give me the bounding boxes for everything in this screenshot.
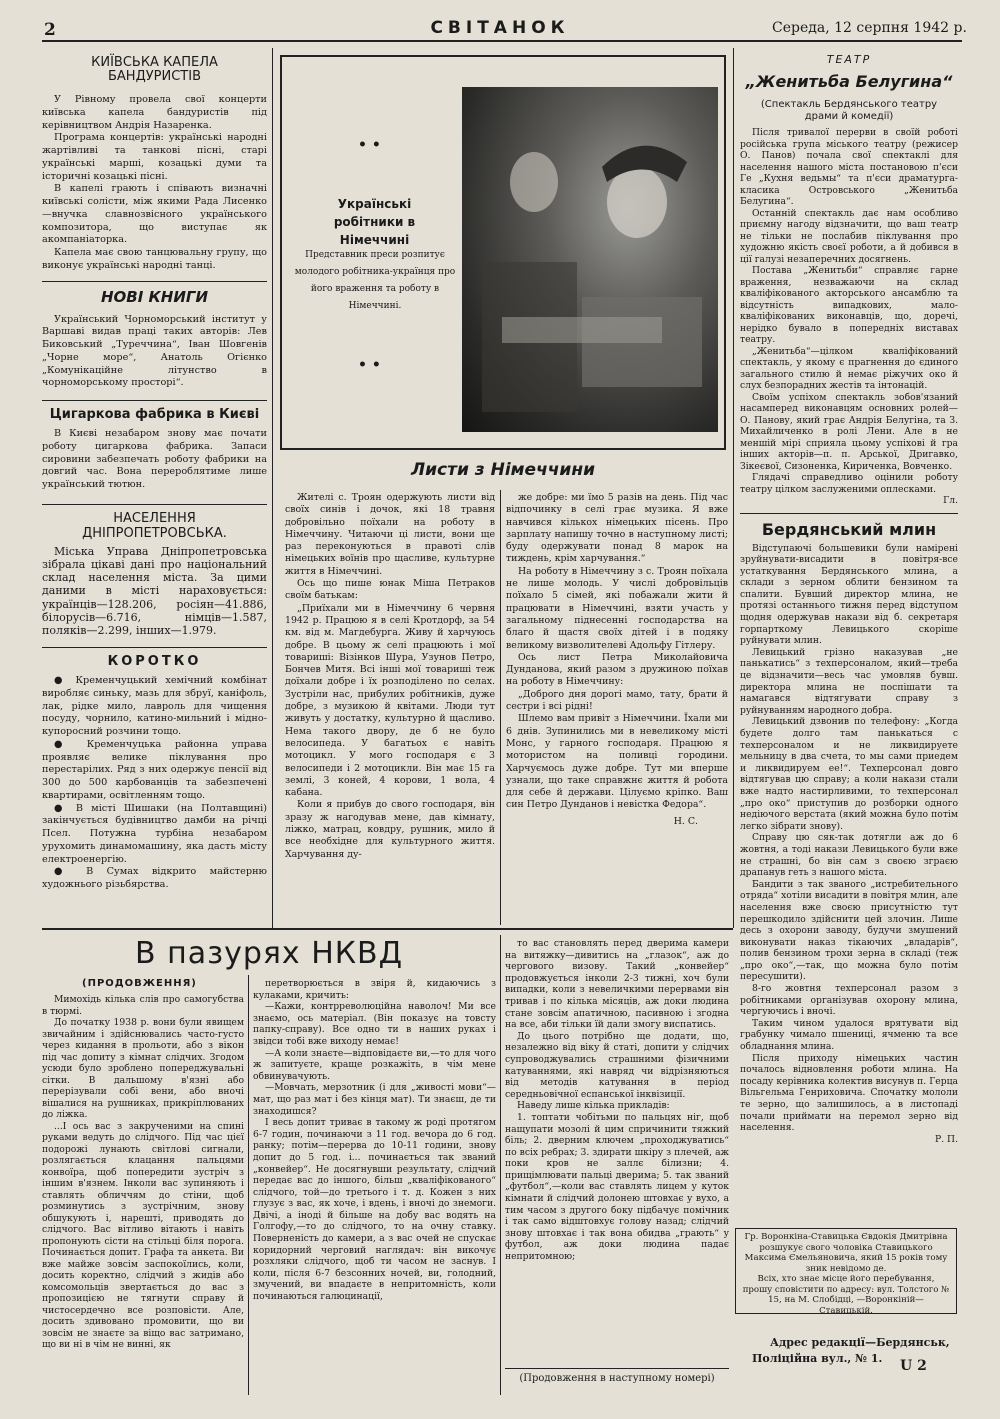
- paragraph: Наведу лише кілька прикладів:: [517, 1100, 670, 1112]
- paragraph: Коли я прибув до свого господаря, він зразу ж нагодував мене, дав кімнату, ліжко, матрац, ковдру, рушник, мило й все необхідне для культурного життя. Харчування ду-: [285, 799, 495, 860]
- article-subtitle: (Спектакль Бердянського театру драми й комедії): [760, 99, 938, 122]
- editorial-address: Поліційна вул., № 1.: [752, 1352, 883, 1365]
- paragraph: Постава „Женитьби“ справляє гарне враження, незважаючи на склад кваліфікованого акторського ансамблю та відсутність випадкових, мало-кваліфікованих виконавців, що, доречі, нерідко бувало в попередніх виставах театру.: [740, 265, 958, 345]
- article-column: [253, 978, 496, 1303]
- paragraph: У Рівному провела свої концерти київська капела бандуристів під керівництвом Андрія Назаренка.: [42, 94, 267, 131]
- article-title: Цигаркова фабрика в Києві: [49, 407, 260, 422]
- article-title: КОРОТКО: [107, 654, 202, 670]
- section-rule: [42, 928, 733, 930]
- article-column: [506, 492, 728, 828]
- paragraph: На роботу в Німеччину з с. Троян поїхала не лише молодь. У числі добровільців поїхало 5 сімей, які побажали жити й працювати в Німеччині, взяти участь у загальному піднесенні господарства на благо й щастя своїх дітей і в подяку великому визволителеві Адольфу Гітлеру.: [506, 565, 728, 651]
- paragraph: Справу цю сяк-так дотягли аж до 6 жовтня, а тоді накази Левицького були вже не страшні, бо він сам з своєю зграєю драпанув геть з нашого міста.: [740, 832, 958, 879]
- masthead-date: Середа, 12 серпня 1942 р.: [772, 20, 967, 36]
- paragraph: Ось лист Петра Миколайовича Дунданова, який разом з дружиною поїхав на роботу в Німеччину:: [506, 651, 728, 688]
- paragraph: До цього потрібно ще додати, що, незалежно від віку й статі, допити у слідчих супроводжувались страшними фізичними катуваннями, які навряд чи відрізняються від методів катування в період середньовічної еспанської інквізиції.: [505, 1030, 729, 1100]
- paragraph: —Мовчать, мерзотник (і для „живості мови“—мат, що раз мат і без кінця мат). Ти знаєш, де ти знаходишся?: [253, 1082, 496, 1117]
- article-body: [740, 127, 958, 507]
- article-body: [42, 675, 267, 892]
- paragraph: І весь допит триває в такому ж роді протягом 6-7 годин, починаючи з 11 год. вечора до 6 год. ранку; потім—перерва до 10-11 години, знову допит до 5 год. і... починається так званий „конвейер“. Не досягнувши результату, слідчий передає вас до іншого, більш „кваліфікованого“ слідчого, той—до третього і т. д. Кожен з них глузує з вас, як хоче, і вдень, і вночі до знемоги. Двічі, а іноді й більше на добу вас водять на Голгофу,—то до слідчого, то на очну ставку. Поверненість до камери, а з вас очей не спускає коридорний черговий наглядач: він викочує розхляки слідчого, щоб ти часом не заснув. І коли, після 6-7 безсонних ночей, ви, голодний, змучений, ви впадаєте в непритомність, коли починаються галюцинації,: [253, 1117, 496, 1303]
- photo-box: [280, 55, 726, 450]
- paragraph: Шлемо вам привіт з Німеччини. Їхали ми 6 днів. Зупинились ми в невеликому місті Монс, у гарного господаря. Працюю я мотористом на поливці городини. Харчуємось дуже добре. Тут ми вперше узнали, що таке справжнє життя й робота для себе й держави. Цілуємо кріпко. Ваш син Петро Дунданов і невістка Федора“.: [506, 713, 728, 811]
- article-body: [42, 94, 267, 273]
- dots-ornament: • •: [358, 137, 381, 153]
- article-title: НАСЕЛЕННЯ ДНІПРОПЕТРОВСЬКА.: [82, 510, 227, 541]
- column-rule: [500, 935, 501, 1395]
- left-column: [42, 56, 267, 892]
- continued-footer: (Продовження в наступному номері): [519, 1373, 715, 1384]
- paragraph: 8-го жовтня техперсонал разом з робітниками організував охорону млина, чергуючись і вночі.: [740, 983, 958, 1018]
- paragraph: то вас становлять перед дверима камери на витяжку—дивитись на „глазок“, аж до чергового визову. Такий „конвейер“ продовжується інколи 2-3 тижні, хоч були випадки, коли з невеличкими перервами він тривав і по кілька місяців, аж доки людина стане зовсім апатичною, пасивною і згодна на все, аби тільки їй дали змогу виспатись.: [505, 938, 729, 1031]
- masthead-title: СВІТАНОК: [430, 18, 570, 38]
- signature: Гл.: [943, 495, 958, 506]
- divider: [42, 400, 267, 401]
- paragraph: перетворюється в звіря й, кидаючись з кулаками, кричить:: [253, 978, 496, 1001]
- notice-box: [735, 1228, 957, 1314]
- paragraph: же добре: ми їмо 5 разів на день. Під час відпочинку в селі грає музика. Я вже навчився кількох німецьких пісень. Про зарплату напишу точно в наступному листі; буду одержувати понад 8 марок на тиждень, крім харчування.“: [506, 492, 728, 565]
- column-rule: [248, 975, 249, 1395]
- article-body: [42, 314, 267, 391]
- right-column: [740, 53, 958, 1145]
- article-column: [285, 492, 495, 861]
- section-kicker: ТЕАТР: [826, 53, 872, 66]
- column-rule: [272, 48, 273, 928]
- print-code: U 2: [900, 1358, 927, 1374]
- news-item: ● Кременчуцька районна управа проявляє велике піклування про перестарілих. Ряд з них одержує пенсії від 300 до 500 карбованців та забезпечені квартирами, освітленням тощо.: [42, 738, 267, 801]
- paragraph: Левицький дзвонив по телефону: „Когда будете долго там панькаться с техперсоналом и не ликвидируете мельницу в два счета, то мы сами приедем и ликвидируем ее!“. Техперсонал довго відтягував цю справу; а коли накази стали вже надто настирливими, то техперсонал „про око“ приступив до розборки одного недіючого верстата (який можна було потім легко зібрати знову).: [740, 716, 958, 832]
- paragraph: До початку 1938 р. вони були явищем звичайним і здійснювались часто-густо через кидання в прольоти, або з вікон під час допиту з кімнат слідчих. Згодом усюди було зроблено попереджувальні сітки. В дальшому в'язні або перерізували собі вени, або вночі вішалися на рушниках, прикріплюваних до ліжка.: [42, 1017, 244, 1120]
- news-item: ● В місті Шишаки (на Полтавщині) закінчується будівництво дамби на річці Псел. Потужна турбіна незабаром урухомить динамомашину, яка дасть місту електроенергію.: [42, 802, 267, 865]
- notice-text: Всіх, хто знає місце його перебування, прошу сповістити по адресу: вул. Толстого № 15, на М. Слобідці, —Воронкіній—Ставицькій.: [742, 1274, 950, 1316]
- paragraph: Після приходу німецьких частин почалось відновлення роботи млина. На посаду керівника колектив висунув п. Герца Вільгельма Генриховича. Спочатку мололи те зерно, що залишилось, а в листопаді почали приймати на перемол зерно від населення.: [740, 1052, 958, 1134]
- article-title: В пазурях НКВД: [135, 936, 404, 971]
- paragraph: Ось що пише юнак Міша Петраков своїм батькам:: [285, 578, 495, 602]
- article-column: [505, 938, 729, 1263]
- divider: [42, 504, 267, 505]
- photo-caption-text: Представник преси розпитує молодого робітника-українця про його враження та роботу в Німеччині.: [294, 250, 456, 311]
- continued-label: (ПРОДОВЖЕННЯ): [82, 978, 197, 989]
- paragraph: Бандити з так званого „истребительного отряда“ хотіли висадити в повітря млин, але населення вже своєю присутністю тут перешкодило здійснити цей злочин. Лише десь з охорони заводу, будучи змушений виконувати наказ тікаючих „владарів“, полив бензином трохи зерна в складі (теж „про око“,—так, що можна було потім пересушити).: [740, 878, 958, 983]
- article-title: КИЇВСЬКА КАПЕЛА БАНДУРИСТІВ: [91, 55, 218, 84]
- article-title: Листи з Німеччини: [411, 460, 595, 480]
- paragraph: Останній спектакль дає нам особливо приємну нагоду відзначити, що ваш театр не тільки не послабив піклування про художню якість своєї роботи, а й добився в ції галузі незаперечних досягнень.: [740, 207, 958, 265]
- paragraph: 1. топтати чобітьми по пальцях ніг, щоб нащупати мозолі й цим спричинити тяжкий біль; 2. дверним ключем „проходжуватись“ по всіх ребрах; 3. здирати шкіру з плечей, аж поки кров не заллє білизни; 4. прищімлювати пальці дверима; 5. так званий „футбол“,—коли вас ставлять лицем у куток кімнати й слідчий долонею штовхає у вухо, а тим часом з другого боку підбачує помічник і так само відштовхує голову назад; слідчий знову штовхає і так вона обидва „грають“ у футбол, аж доки людина падає непритомною;: [505, 1111, 729, 1263]
- photo-caption-title: Українські робітники в Німеччині: [333, 197, 416, 247]
- paragraph: Після тривалої перерви в своїй роботі російська група міського театру (режисер О. Панов) почала свої спектаклі для населення нашого міста постановою п'єси Ге „Кухня ведьмы“ та п'єси драматурга-класика Островського „Женитьба Белугина“.: [740, 127, 958, 207]
- article-title: „Женитьба Белугина“: [745, 72, 953, 91]
- column-rule: [733, 48, 734, 928]
- paragraph: В капелі грають і співають визначні київські солісти, між якими Рада Лисенко—внучка славнозвісного українського композитора, що виступає як акомпаніаторка.: [42, 183, 267, 246]
- signature: Н. С.: [673, 815, 698, 827]
- news-item: ● Кременчуцький хемічний комбінат виробляє синьку, мазь для збруї, каніфоль, лак, рідке мило, лавроль для чищення посуду, чорнило, катино-мильний і мідно-купоросний розчини тощо.: [42, 675, 267, 738]
- article-title: НОВІ КНИГИ: [100, 287, 209, 306]
- article-body: [42, 545, 267, 637]
- divider: [505, 1368, 729, 1369]
- article-title: Бердянський млин: [761, 519, 937, 539]
- photo-figures: [462, 87, 718, 432]
- paragraph: Програма концертів: українські народні жартівливі та танкові пісні, старі українські марші, козацькі думи та історичні козацькі пісні.: [42, 132, 267, 182]
- paragraph: Відступаючі большевики були намірені зруйнувати-висадити в повітря-все устаткування Бердянського млина, а склади з зерном облити бензином та спалити. Бувший директор млина, не протязі останнього тижня перед відступом щодня одержував накази від б. секретаря горпарткому Левицького скоріше руйнувати млин.: [740, 542, 958, 647]
- paragraph: „Приїхали ми в Німеччину 6 червня 1942 р. Працюю я в селі Кротдорф, за 54 км. від м. Магдебурга. Живу й харчуюсь добре. В цьому ж селі працюють і мої товариші: Візінков Шура, Узунов Петро, Бончев Митя. Всі інші мої товариші теж доїхали добре і їх розподілено по селах. Зустріли нас, прибулих робітників, дуже добре, з музикою й квітами. Люди тут живуть у достатку, культурно й щасливо. Нема такого двору, де б не було велосипеда. У багатьох є навіть мотоцикл. У мого господаря є 3 велосипеди і 2 мотоцикли. Він має 15 га землі, 3 коней, 4 корови, 1 вола, 4 кабана.: [285, 602, 495, 799]
- paragraph: Мимохідь кілька слів про самогубства в тюрмі.: [42, 994, 244, 1017]
- page-number: 2: [44, 20, 56, 40]
- article-body: [42, 428, 267, 492]
- article-column: [42, 994, 244, 1351]
- paragraph: ...І ось вас з закрученими на спині руками ведуть до слідчого. Під час цієї подорожі лунають світлові сигнали, розлягається клацання пальцями конвоїра, щоб попередити зустріч з іншим в'язнем. Інколи вас зупиняють і ставлять обличчям до стіни, щоб розминутись з зустрічним, знову обшукують і, нарешті, приводять до слідчого. Вас вітливо вітають і навіть пропонують сісти на стільці біля порога. Починається допит. Графа та анкета. Ви вже майже зовсім заспокоїлись, коли, досить коректно, слідчий з жидів або комсомольців звертається до вас з пропозицією не тягнути справу й чистосердечно все розповісти. Але, досить здивовано промовити, що ви зовсім не знаєте за віщо вас затримано, що ви ні в чім не винні, як: [42, 1120, 244, 1350]
- paragraph: Своїм успіхом спектакль зобов'язаний насамперед виконавцям основних ролей—О. Панову, який грає Андрія Белугіна, та З. Михайличенко в ролі Лени. Але в не меншій мірі сприяла цьому успіхові й гра інших акторів—п. п. Арської, Дригавко, Зікеєвої, Сизоненка, Кириченка, Вовченко.: [740, 391, 958, 472]
- notice-text: Гр. Воронкіна-Ставицька Євдокія Дмитрівна розшукує свого чоловіка Ставицького Максима Ємельяновича, який 15 років тому зник невідомо де.: [744, 1232, 948, 1274]
- dots-ornament: • •: [358, 357, 381, 373]
- column-rule: [500, 490, 501, 925]
- paragraph: —Кажи, контрреволюційна наволоч! Ми все знаємо, ось матеріал. (Він показує на товсту папку-справу). Все одно ти в наших руках і звідси тобі вже виходу немає!: [253, 1001, 496, 1047]
- divider: [740, 513, 958, 514]
- paragraph: Глядачі справедливо оцінили роботу театру цілком заслуженими оплесками.: [740, 472, 958, 495]
- paragraph: „Женитьба“—цілком кваліфікований спектакль, у якому є прагнення до єдиного загального стилю й немає ріжучих око й слух безпорадних жестів та інтонацій.: [740, 345, 958, 391]
- paragraph: —А коли знаєте—відповідаєте ви,—то для чого ж запитуєте, краще розкажіть, в чім мене обвинувачують.: [253, 1047, 496, 1082]
- paragraph: „Доброго дня дорогі мамо, тату, брати й сестри і всі рідні!: [506, 688, 728, 713]
- paragraph: Міська Управа Дніпропетровська зібрала цікаві дані про національний склад населення міста. За цими даними в місті нараховується: українців—128.206, росіян—41.886, білорусів—6.716, німців—1.587, поляків—2.299, інших—1.979.: [42, 544, 267, 637]
- divider: [42, 647, 267, 648]
- masthead-rule: [42, 40, 962, 42]
- article-body: [740, 543, 958, 1146]
- photo-workers: [462, 87, 718, 432]
- paragraph: Український Чорноморський інститут у Варшаві видав праці таких авторів: Лев Биковський „Туреччина“, Іван Шовгенів „Чорне море“, Анатоль Огієнко „Комунікаційне літунство в чорноморському просторі“.: [42, 313, 267, 389]
- divider: [42, 281, 267, 282]
- paragraph: Таким чином удалося врятувати від грабунку чимало пшениці, ячменю та все обладнання млина.: [740, 1017, 958, 1053]
- paragraph: В Києві незабаром знову має почати роботу цигаркова фабрика. Запаси сировини забезпечать роботу фабрики на довгий час. Вона перероблятиме лише український тютюн.: [42, 428, 267, 490]
- paragraph: Капела має свою танцювальну групу, що виконує українські народні танці.: [42, 247, 267, 271]
- news-item: ● В Сумах відкрито майстерню художнього різьбярства.: [42, 866, 267, 891]
- editorial-address: Адрес редакції—Бердянськ,: [770, 1336, 950, 1349]
- paragraph: Левицький грізно наказував „не панькатись“ з техперсоналом, який—треба це відзначити—весь час умовляв бувш. директора млина не поспішати та намагався відтягувати справу з руйнуванням народного добра.: [740, 646, 958, 716]
- signature: Р. П.: [935, 1133, 958, 1145]
- paragraph: Жителі с. Троян одержують листи від своїх синів і дочок, які 18 травня добровільно поїхали на роботу в Німеччину. Читаючи ці листи, вони ще раз переконуються в правоті слів німецьких воїнів про щасливе, культурне життя в Німеччині.: [285, 492, 495, 577]
